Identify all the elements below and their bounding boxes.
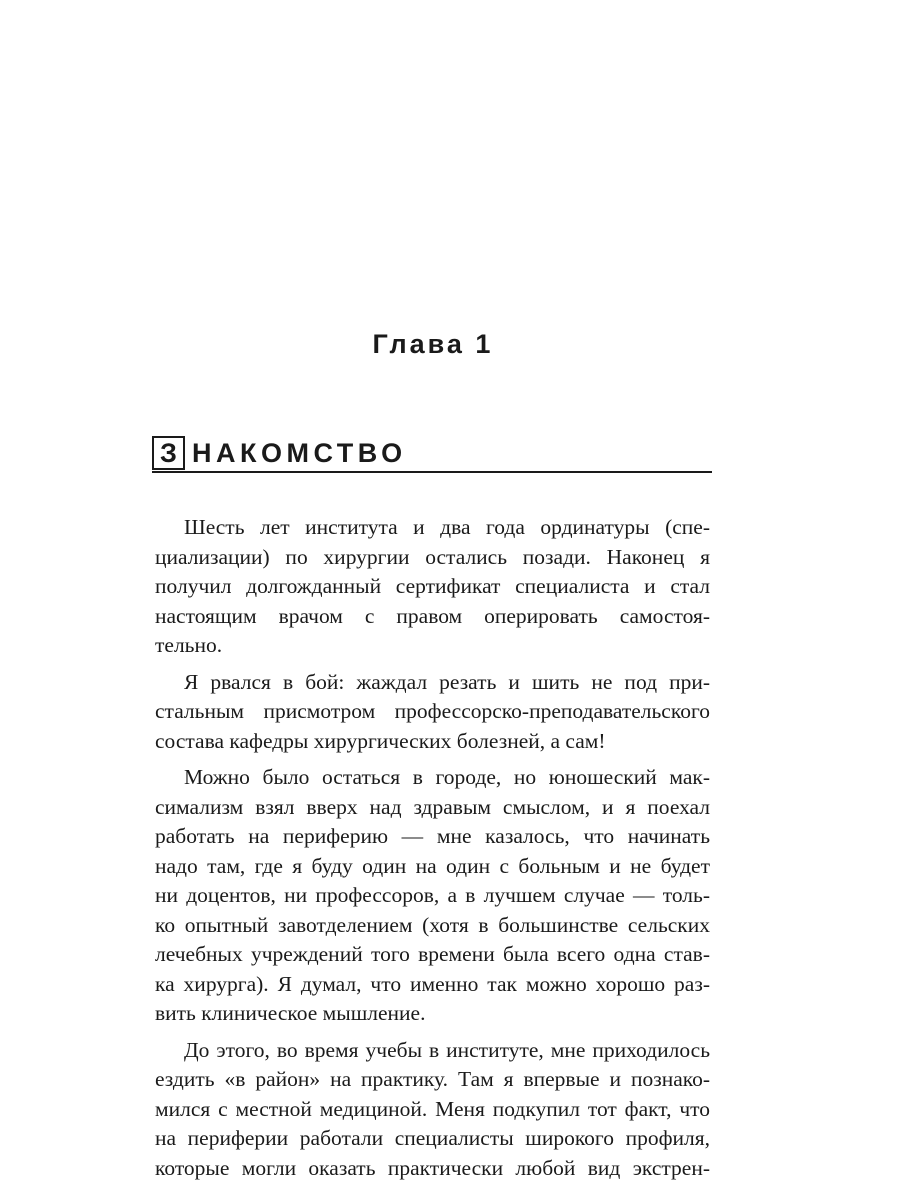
chapter-title bbox=[152, 436, 712, 474]
paragraph bbox=[155, 668, 710, 757]
text-line: Шесть лет института и два года ординатуры (спе- bbox=[184, 515, 710, 539]
text-line: ездить «в район» на практику. Там я впервые и познако- bbox=[155, 1067, 710, 1091]
text-line: лечебных учреждений того времени была всего одна став- bbox=[155, 942, 710, 966]
text-line: состава кафедры хирургических болезней, а сам! bbox=[155, 728, 606, 753]
text-line: тельно. bbox=[155, 633, 223, 657]
text-line: надо там, где я буду один на один с больным и не будет bbox=[155, 853, 710, 878]
text-line: вить клиническое мышление. bbox=[155, 1001, 426, 1025]
text-line: ко опытный завотделением (хотя в большинстве сельских bbox=[155, 912, 710, 937]
title-text: НАКОМСТВО bbox=[192, 438, 407, 468]
text-line: Я рвался в бой: жаждал резать и шить не под при- bbox=[184, 669, 710, 694]
paragraph bbox=[155, 513, 710, 661]
text-line: стальным присмотром профессорско-преподавательского bbox=[155, 699, 710, 723]
text-line: настоящим врачом с правом оперировать самостоя- bbox=[155, 603, 710, 628]
text-line: ка хирурга). Я думал, что именно так можно хорошо раз- bbox=[155, 971, 710, 996]
title-underline bbox=[152, 471, 712, 473]
text-line: ни доцентов, ни профессоров, а в лучшем случае — толь- bbox=[155, 883, 710, 907]
text-line: Можно было остаться в городе, но юношеский мак- bbox=[184, 765, 710, 789]
chapter-label: Глава 1 bbox=[372, 329, 494, 359]
text-line: на периферии работали специалисты широкого профиля, bbox=[155, 1126, 710, 1150]
text-line: которые могли оказать практически любой вид экстрен- bbox=[155, 1155, 710, 1180]
paragraph bbox=[155, 763, 710, 1029]
text-line: циализации) по хирургии остались позади. Наконец я bbox=[155, 544, 710, 569]
title-initial-letter: З bbox=[152, 436, 185, 470]
text-line: симализм взял вверх над здравым смыслом, и я поехал bbox=[155, 794, 710, 819]
paragraph bbox=[155, 1036, 710, 1184]
text-line: мился с местной медициной. Меня подкупил тот факт, что bbox=[155, 1096, 710, 1121]
text-line: работать на периферию — мне казалось, что начинать bbox=[155, 824, 710, 848]
text-line: До этого, во время учебы в институте, мне приходилось bbox=[184, 1037, 710, 1062]
body-text bbox=[155, 513, 710, 1190]
text-line: получил долгожданный сертификат специалиста и стал bbox=[155, 574, 710, 598]
